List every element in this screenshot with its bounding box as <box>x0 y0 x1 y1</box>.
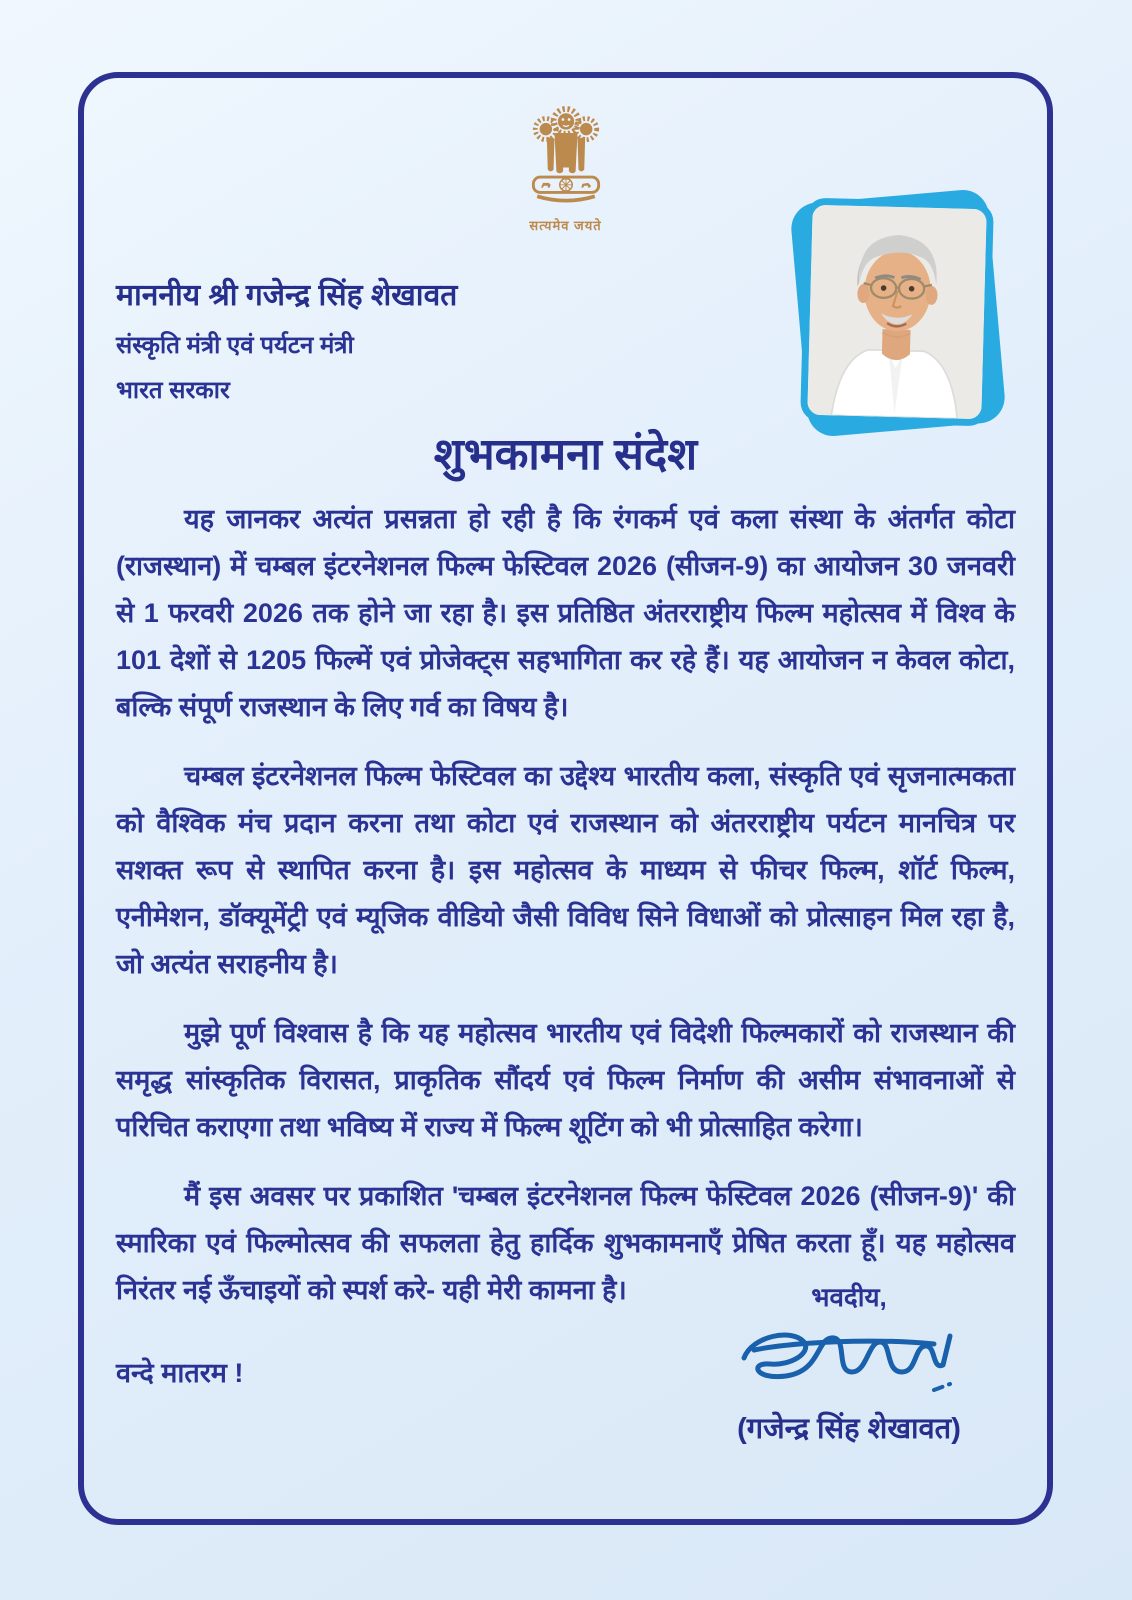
slogan-vande-mataram: वन्दे मातरम ! <box>116 1358 244 1388</box>
signature-image <box>724 1320 974 1406</box>
letter-card-border <box>78 72 1053 1525</box>
letter-heading: शुभकामना संदेश <box>433 430 698 479</box>
salutation: भवदीय, <box>811 1282 887 1312</box>
minister-government: भारत सरकार <box>116 376 230 404</box>
minister-portrait-image <box>807 205 986 419</box>
photo-frame <box>800 198 994 427</box>
minister-photo <box>799 196 997 430</box>
letter-paragraph-2: चम्बल इंटरनेशनल फिल्म फेस्टिवल का उद्देश्य भारतीय कला, संस्कृति एवं सृजनात्मकता को वैश्विक मंच प्रदान करना तथा कोटा एवं राजस्थान को अंतरराष्ट्रीय पर्यटन मानचित्र पर सशक्त रूप से स्थापित करना है। इस महोत्सव के माध्यम से फीचर फिल्म, शॉर्ट फिल्म, एनीमेशन, डॉक्यूमेंट्री एवं म्यूजिक वीडियो जैसी विविध सिने विधाओं को प्रोत्साहन मिल रहा है, जो अत्यंत सराहनीय है। <box>116 761 1015 979</box>
letter-paragraph-3: मुझे पूर्ण विश्वास है कि यह महोत्सव भारतीय एवं विदेशी फिल्मकारों को राजस्थान की समृद्ध सांस्कृतिक विरासत, प्राकृतिक सौंदर्य एवं फिल्म निर्माण की असीम संभावनाओं से परिचित कराएगा तथा भविष्य में राज्य में फिल्म शूटिंग को भी प्रोत्साहित करेगा। <box>116 1018 1015 1142</box>
closing-block <box>679 1278 1019 1447</box>
minister-designation: संस्कृति मंत्री एवं पर्यटन मंत्री <box>116 332 354 359</box>
letter-paragraph-4: मैं इस अवसर पर प्रकाशित 'चम्बल इंटरनेशनल फिल्म फेस्टिवल 2026 (सीजन-9)' की स्मारिका एवं फिल्मोत्सव की सफलता हेतु हार्दिक शुभकामनाएँ प्रेषित करता हूँ। यह महोत्सव निरंतर नई ऊँचाइयों को स्पर्श करे- यही मेरी कामना है। <box>116 1181 1015 1305</box>
minister-name: माननीय श्री गजेन्द्र सिंह शेखावत <box>116 279 458 312</box>
national-emblem <box>456 100 676 234</box>
letter-paragraph-1: यह जानकर अत्यंत प्रसन्नता हो रही है कि रंगकर्म एवं कला संस्था के अंतर्गत कोटा (राजस्थान) में चम्बल इंटरनेशनल फिल्म फेस्टिवल 2026 (सीजन-9) का आयोजन 30 जनवरी से 1 फरवरी 2026 तक होने जा रहा है। इस प्रतिष्ठित अंतरराष्ट्रीय फिल्म महोत्सव में विश्व के 101 देशों से 1205 फिल्में एवं प्रोजेक्ट्स सहभागिता कर रहे हैं। यह आयोजन न केवल कोटा, बल्कि संपूर्ण राजस्थान के लिए गर्व का विषय है। <box>116 504 1015 722</box>
ashoka-lion-capital-icon <box>518 100 614 212</box>
signatory-name: (गजेन्द्र सिंह शेखावत) <box>737 1413 961 1445</box>
emblem-motto: सत्यमेव जयते <box>529 218 602 233</box>
minister-block <box>116 278 457 406</box>
